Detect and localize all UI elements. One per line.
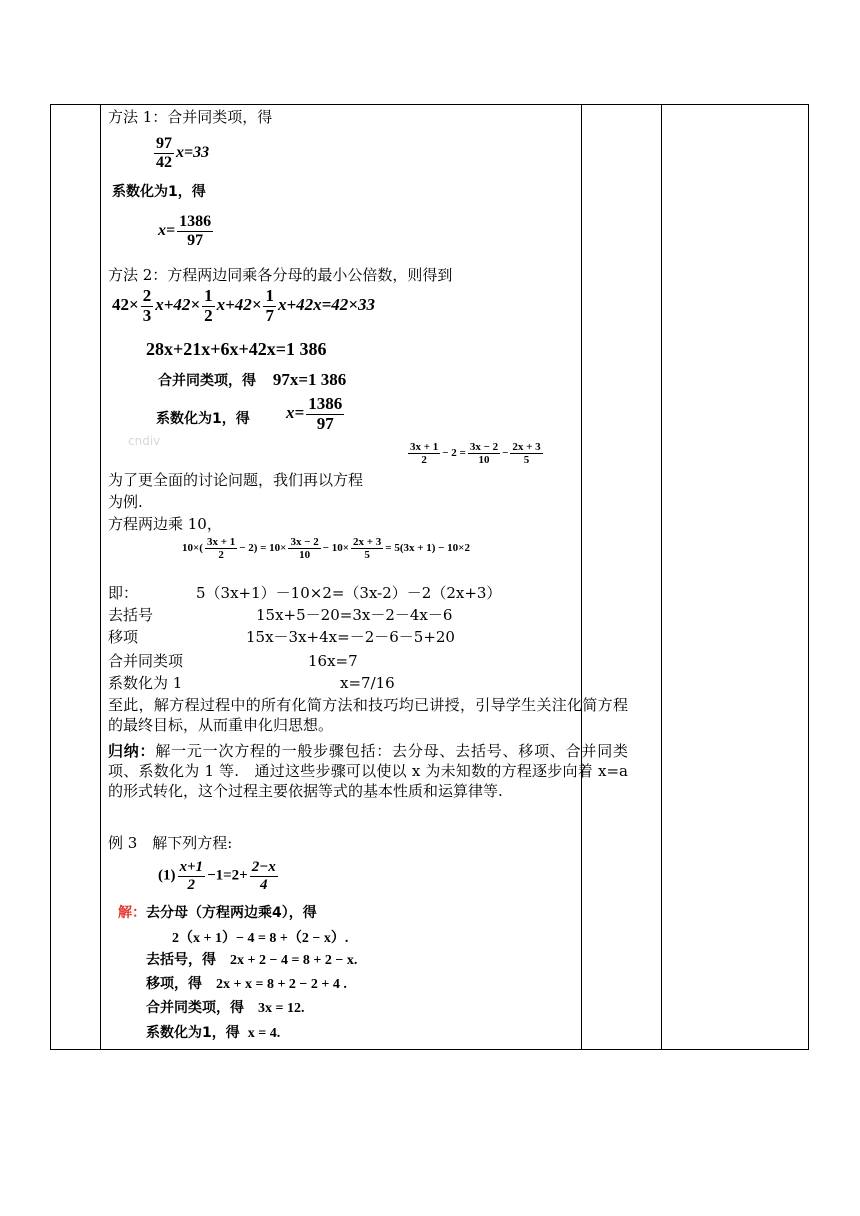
- method1-equation: $\frac{97}{42}$ x=33: [156, 135, 210, 171]
- solution-line5: 系数化为1，得 x = 4.: [146, 1025, 281, 1041]
- problem-equation: (1) $\frac{x+1}{2}$ −1=2+ $\frac{2-x}{4}$: [158, 859, 276, 893]
- solution-line1: 2（x + 1）− 4 = 8 +（2 − x）.: [172, 931, 349, 946]
- method1-title: 方法 1：合并同类项，得: [108, 108, 273, 126]
- solution-line3: 移项，得 2x + x = 8 + 2 − 2 + 4 .: [146, 976, 347, 992]
- summary-paragraph: 归纳：解一元一次方程的一般步骤包括：去分母、去括号、移项、合并同类项、系数化为 1 等. 通过这些步骤可以使以 x 为未知数的方程逐步向着 x=a 的形式转化，这个过程主要依据等式的基本性质和运算律等.: [108, 742, 628, 800]
- method2-equation2: 28x+21x+6x+42x=1 386: [146, 339, 327, 359]
- method2-combine: 合并同类项，得 97x=1 386: [158, 370, 347, 389]
- method2-coef: 系数化为1，得: [156, 411, 250, 427]
- conclusion-paragraph: 至此，解方程过程中的所有化简方法和技巧均已讲授，引导学生关注化简方程的最终目标，从而重申化归思想。: [108, 696, 628, 734]
- method2-equation1: 42× $\frac{2}{3}$ x+42× $\frac{1}{2}$ x+42× $\frac{1}{7}$ x+42x=42×33: [112, 286, 375, 325]
- solution-line2: 去括号，得 2x + 2 − 4 = 8 + 2 − x.: [146, 952, 358, 968]
- solution-line4: 合并同类项，得 3x = 12.: [146, 1000, 305, 1016]
- example3-heading: 例 3 解下列方程:: [108, 834, 233, 852]
- step-row: 系数化为 1 x=7/16: [108, 674, 395, 692]
- method2-result: x= $\frac{1386}{97}$: [286, 394, 343, 433]
- column-divider: [100, 105, 101, 1049]
- method2-title: 方法 2：方程两边同乘各分母的最小公倍数，则得到: [108, 266, 453, 284]
- multiply-line: 方程两边乘 10，: [108, 515, 222, 533]
- step-row: 去括号 15x+5－20=3x－2－4x－6: [108, 606, 453, 624]
- step-row: 移项 15x－3x+4x=－2－6－5+20: [108, 628, 455, 646]
- method1-result: x= $\frac{1386}{97}$: [158, 213, 212, 249]
- faint-watermark-text: cndiv: [128, 434, 161, 448]
- intro-line2: 为例.: [108, 493, 143, 511]
- lesson-table: [50, 104, 809, 1050]
- step-row: 即： 5（3x+1）－10×2=（3x-2）－2（2x+3）: [108, 584, 502, 602]
- example-equation: $\frac{3x + 1}{2}$ − 2 = $\frac{3x - 2}{10}$ − $\frac{2x + 3}{5}$: [410, 441, 541, 467]
- column-divider: [581, 105, 582, 1049]
- column-divider: [661, 105, 662, 1049]
- step-row: 合并同类项 16x=7: [108, 652, 358, 670]
- solution-step0: 解：去分母（方程两边乘4），得: [118, 905, 317, 921]
- method1-step: 系数化为1，得: [112, 184, 206, 200]
- intro-line1: 为了更全面的讨论问题，我们再以方程: [108, 471, 364, 489]
- big-equation: 10×( $\frac{3x + 1}{2}$ − 2) = 10× $\frac{3x - 2}{10}$ − 10× $\frac{2x + 3}{5}$ = 5(3x + 1) − 10×2: [182, 536, 470, 562]
